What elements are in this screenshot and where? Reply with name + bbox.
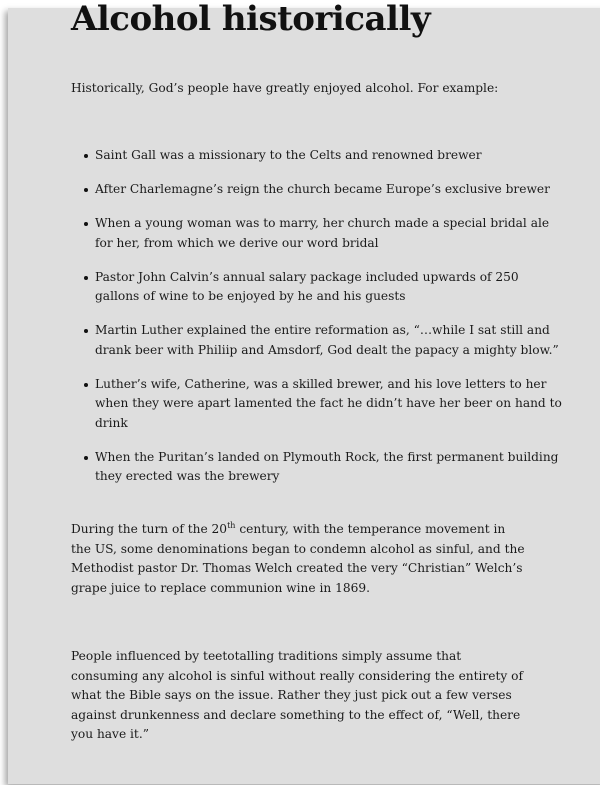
list-item: Luther’s wife, Catherine, was a skilled brewer, and his love letters to her when they were apart lamented the fact he didn’t have her beer on hand to drink — [95, 375, 565, 434]
list-item: When a young woman was to marry, her church made a special bridal ale for her, from which we derive our word bridal — [95, 214, 565, 253]
list-item: Saint Gall was a missionary to the Celts and renowned brewer — [95, 146, 565, 166]
document-page — [8, 0, 600, 784]
ordinal-suffix: th — [227, 520, 236, 530]
document-content — [71, 0, 562, 741]
temperance-paragraph — [71, 520, 526, 598]
page-title: Alcohol historically — [71, 0, 431, 39]
list-item: Martin Luther explained the entire reformation as, “…while I sat still and drank beer with Philiip and Amsdorf, God dealt the papacy a mighty blow.” — [95, 321, 565, 360]
list-item: Pastor John Calvin’s annual salary package included upwards of 250 gallons of wine to be enjoyed by he and his guests — [95, 268, 565, 307]
temperance-text-start: During the turn of the 20 — [71, 522, 228, 536]
temperance-text-end: century, with the temperance movement in the US, some denominations began to condemn alcohol as sinful, and the Methodist pastor Dr. Thomas Welch created the very “Christian” Welch’s grape juice to replace communion wine in 1869. — [71, 522, 525, 595]
history-bullet-list — [71, 146, 565, 501]
teetotalling-paragraph: People influenced by teetotalling traditions simply assume that consuming any alcohol is sinful without really considering the entirety of what the Bible says on the issue. Rather they just pick out a few verses against drunkenness and declare something to the effect of, “Well, there you have it.” — [71, 649, 523, 741]
list-item: After Charlemagne’s reign the church became Europe’s exclusive brewer — [95, 180, 565, 200]
list-item: When the Puritan’s landed on Plymouth Rock, the first permanent building they erected was the brewery — [95, 448, 565, 487]
intro-paragraph: Historically, God’s people have greatly enjoyed alcohol. For example: — [71, 81, 499, 95]
